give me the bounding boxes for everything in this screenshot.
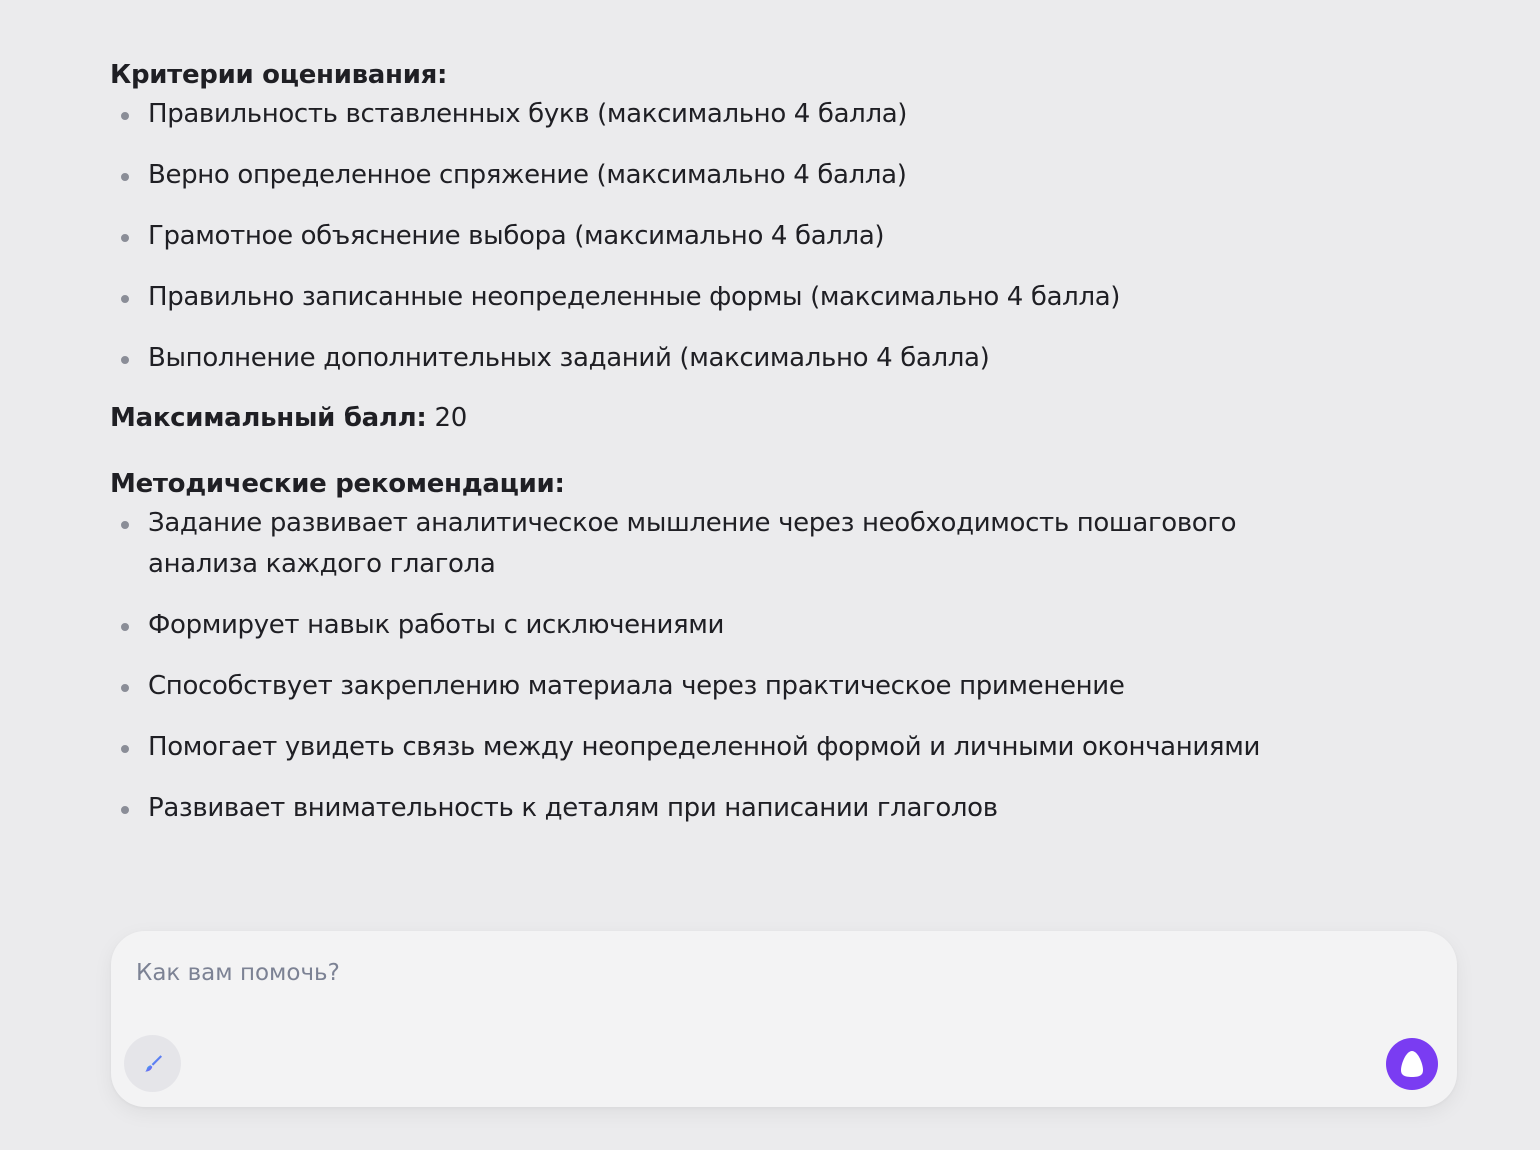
brush-button[interactable] bbox=[124, 1035, 181, 1092]
max-score bbox=[110, 399, 1290, 437]
recommendations-heading: Методические рекомендации: bbox=[110, 469, 565, 499]
alice-icon bbox=[1385, 1037, 1439, 1091]
message-composer bbox=[111, 931, 1457, 1107]
list-item: Помогает увидеть связь между неопределенной формой и личными окончаниями bbox=[110, 727, 1290, 768]
brush-icon bbox=[140, 1051, 166, 1077]
list-item: Способствует закреплению материала через практическое применение bbox=[110, 666, 1290, 707]
list-item: Грамотное объяснение выбора (максимально 4 балла) bbox=[110, 216, 1290, 257]
message-input[interactable] bbox=[136, 953, 1336, 993]
list-item: Развивает внимательность к деталям при написании глаголов bbox=[110, 788, 1290, 829]
list-item: Выполнение дополнительных заданий (максимально 4 балла) bbox=[110, 338, 1290, 379]
list-item: Верно определенное спряжение (максимально 4 балла) bbox=[110, 155, 1290, 196]
list-item: Правильность вставленных букв (максимально 4 балла) bbox=[110, 94, 1290, 135]
list-item: Задание развивает аналитическое мышление через необходимость пошагового анализа каждого глагола bbox=[110, 503, 1290, 585]
chat-message bbox=[110, 56, 1290, 849]
recommendations-list bbox=[110, 503, 1290, 829]
criteria-list bbox=[110, 94, 1290, 379]
list-item: Правильно записанные неопределенные формы (максимально 4 балла) bbox=[110, 277, 1290, 318]
max-score-label: Максимальный балл: bbox=[110, 403, 427, 433]
criteria-heading: Критерии оценивания: bbox=[110, 60, 448, 90]
alice-voice-button[interactable] bbox=[1385, 1037, 1439, 1091]
list-item: Формирует навык работы с исключениями bbox=[110, 605, 1290, 646]
max-score-value: 20 bbox=[434, 403, 467, 433]
